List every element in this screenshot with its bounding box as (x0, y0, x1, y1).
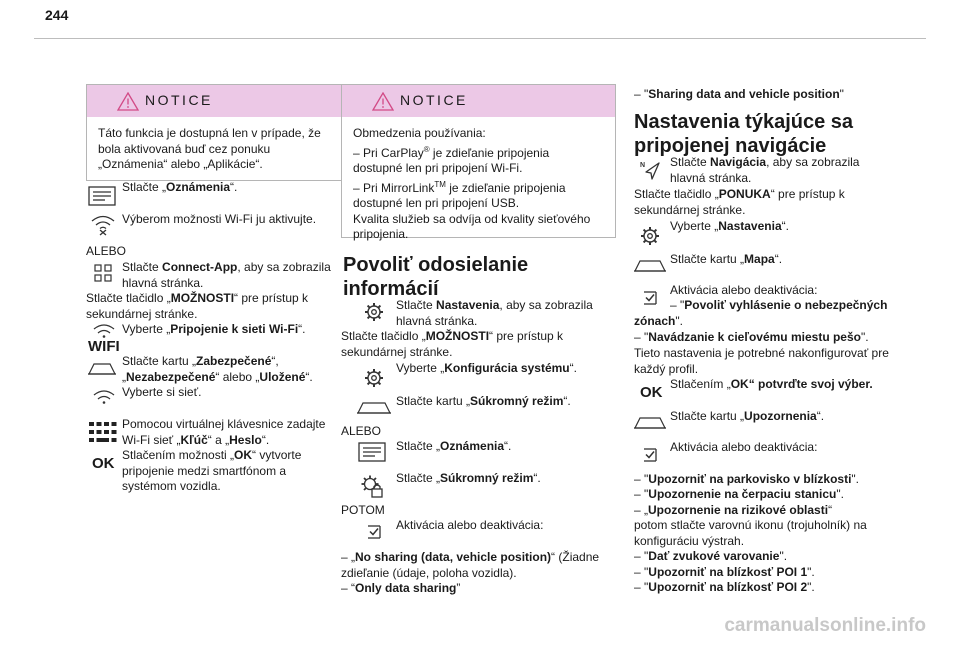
step-wifi-activate: Výberom možnosti Wi-Fi ju aktivujte. (122, 212, 317, 226)
option-danger-zones: – "Povoliť vyhlásenie o nebezpečných zónach". (634, 298, 888, 328)
alert-risk-zones-note: potom stlačte varovnú ikonu (trojuholník) na konfiguráciu výstrah. (634, 518, 867, 548)
section-heading-sharing: Povoliť odosielanie informácií (343, 254, 529, 300)
alebo-label: ALEBO (341, 424, 382, 438)
step-menu: Stlačte tlačidlo „PONUKA“ pre prístup k sekundárnej stránke. (634, 187, 845, 217)
step-options: Stlačte tlačidlo „MOŽNOSTI“ pre prístup k sekundárnej stránke. (341, 329, 564, 359)
step-activate: Aktivácia alebo deaktivácia: (670, 283, 818, 297)
step-settings: Stlačte Nastavenia, aby sa zobrazila hlavná stránka. (396, 298, 593, 328)
step-ok-confirm: Stlačením „OK“ potvrďte svoj výber. (670, 377, 873, 391)
warning-icon (372, 92, 394, 111)
alert-poi-2: – "Upozorniť na blízkosť POI 2". (634, 580, 815, 594)
option-sharing-all: – "Sharing data and vehicle position" (634, 87, 844, 101)
step-notifications: Stlačte „Oznámenia“. (122, 180, 238, 194)
privacy-lock-icon (360, 474, 384, 498)
step-private-mode-tab: Stlačte kartu „Súkromný režim“. (396, 394, 571, 408)
section-heading-navigation: Nastavenia týkajúce sa pripojenej navigácie (634, 111, 854, 157)
step-connect-app: Stlačte Connect-App, aby sa zobrazila hlavná stránka. (122, 260, 331, 290)
settings-gear-icon (640, 226, 660, 246)
step-navigation: Stlačte Navigácia, aby sa zobrazila hlavná stránka. (670, 155, 860, 185)
alert-risk-zones: – „Upozornenie na rizikové oblasti“ (634, 503, 833, 517)
potom-label: POTOM (341, 503, 385, 517)
ok-label: OK (640, 384, 663, 401)
tab-icon (634, 417, 666, 429)
step-choose-network: Vyberte si sieť. (122, 385, 202, 399)
connect-app-icon (94, 264, 112, 282)
step-activate: Aktivácia alebo deaktivácia: (670, 440, 818, 454)
step-security-tab: Stlačte kartu „Zabezpečené“, „Nezabezpečené“ alebo „Uložené“. (122, 354, 313, 384)
step-settings-select: Vyberte „Nastavenia“. (670, 219, 789, 233)
notice-text: Táto funkcia je dostupná len v prípade, že bola aktivovaná buď cez ponuku „Oznámenia“ alebo „Aplikácie“. (98, 126, 321, 171)
step-system-config: Vyberte „Konfigurácia systému“. (396, 361, 577, 375)
step-private-mode: Stlačte „Súkromný režim“. (396, 471, 541, 485)
wifi-x-icon (90, 214, 116, 236)
alebo-label: ALEBO (86, 244, 127, 258)
warning-icon (117, 92, 139, 111)
step-activate: Aktivácia alebo deaktivácia: (396, 518, 544, 532)
notice-box-2 (341, 84, 616, 241)
step-map-tab: Stlačte kartu „Mapa“. (670, 252, 783, 266)
step-wifi-connection: Vyberte „Pripojenie k sieti Wi-Fi“. (122, 322, 306, 336)
checkbox-icon (643, 448, 657, 462)
notice-text: Obmedzenia používania: – Pri CarPlay® je zdieľanie pripojenia dostupné len pri pripojení Wi-Fi. – Pri MirrorLink™ je zdieľanie pripojenia dostupné len pri pripojení USB. Kvalita služieb sa odvíja od kvality sieťového pripojenia. (353, 126, 591, 241)
notice-header (342, 85, 615, 117)
notifications-icon (88, 186, 116, 206)
alert-poi-1: – "Upozorniť na blízkosť POI 1". (634, 565, 815, 579)
step-options: Stlačte tlačidlo „MOŽNOSTI“ pre prístup k sekundárnej stránke. (86, 291, 309, 321)
notice-box-1 (86, 84, 343, 181)
notice-title: NOTICE (400, 92, 468, 108)
option-walking-guidance: – "Navádzanie k cieľovému miestu pešo". (634, 330, 869, 344)
notice-header (87, 85, 342, 117)
notice-title: NOTICE (145, 92, 213, 108)
navigation-icon (640, 160, 662, 182)
svg-text:N: N (640, 162, 646, 169)
wifi-icon (92, 323, 116, 339)
step-notifications: Stlačte „Oznámenia“. (396, 439, 512, 453)
option-only-data: – “Only data sharing” (341, 581, 461, 595)
wifi-label: WIFI (88, 338, 120, 355)
keyboard-icon (89, 422, 117, 442)
tab-icon (634, 260, 666, 272)
notifications-icon (358, 442, 386, 462)
tab-icon (357, 402, 391, 414)
ok-label: OK (92, 455, 115, 472)
option-no-sharing: – „No sharing (data, vehicle position)“ (Žiadne zdieľanie (údaje, poloha vozidla). (341, 550, 600, 580)
profile-note: Tieto nastavenia je potrebné nakonfigurovať pre každý profil. (634, 346, 889, 376)
alert-fuel-station: – "Upozornenie na čerpaciu stanicu". (634, 487, 844, 501)
tab-icon (88, 363, 116, 375)
page-number: 244 (45, 7, 69, 23)
settings-gear-icon (364, 302, 384, 322)
alert-parking: – "Upozorniť na parkovisko v blízkosti". (634, 472, 859, 486)
step-virtual-keyboard: Pomocou virtuálnej klávesnice zadajte Wi-Fi sieť „Kľúč“ a „Heslo“. (122, 417, 326, 447)
wifi-icon (92, 389, 116, 405)
settings-gear-icon (364, 368, 384, 388)
step-alerts-tab: Stlačte kartu „Upozornenia“. (670, 409, 825, 423)
footer-watermark: carmanualsonline.info (724, 615, 926, 636)
checkbox-icon (367, 525, 381, 539)
step-ok-connect: Stlačením možnosti „OK“ vytvorte pripojenie medzi smartfónom a systémom vozidla. (122, 448, 302, 493)
alert-sound: – "Dať zvukové varovanie". (634, 549, 788, 563)
top-rule (34, 38, 926, 39)
